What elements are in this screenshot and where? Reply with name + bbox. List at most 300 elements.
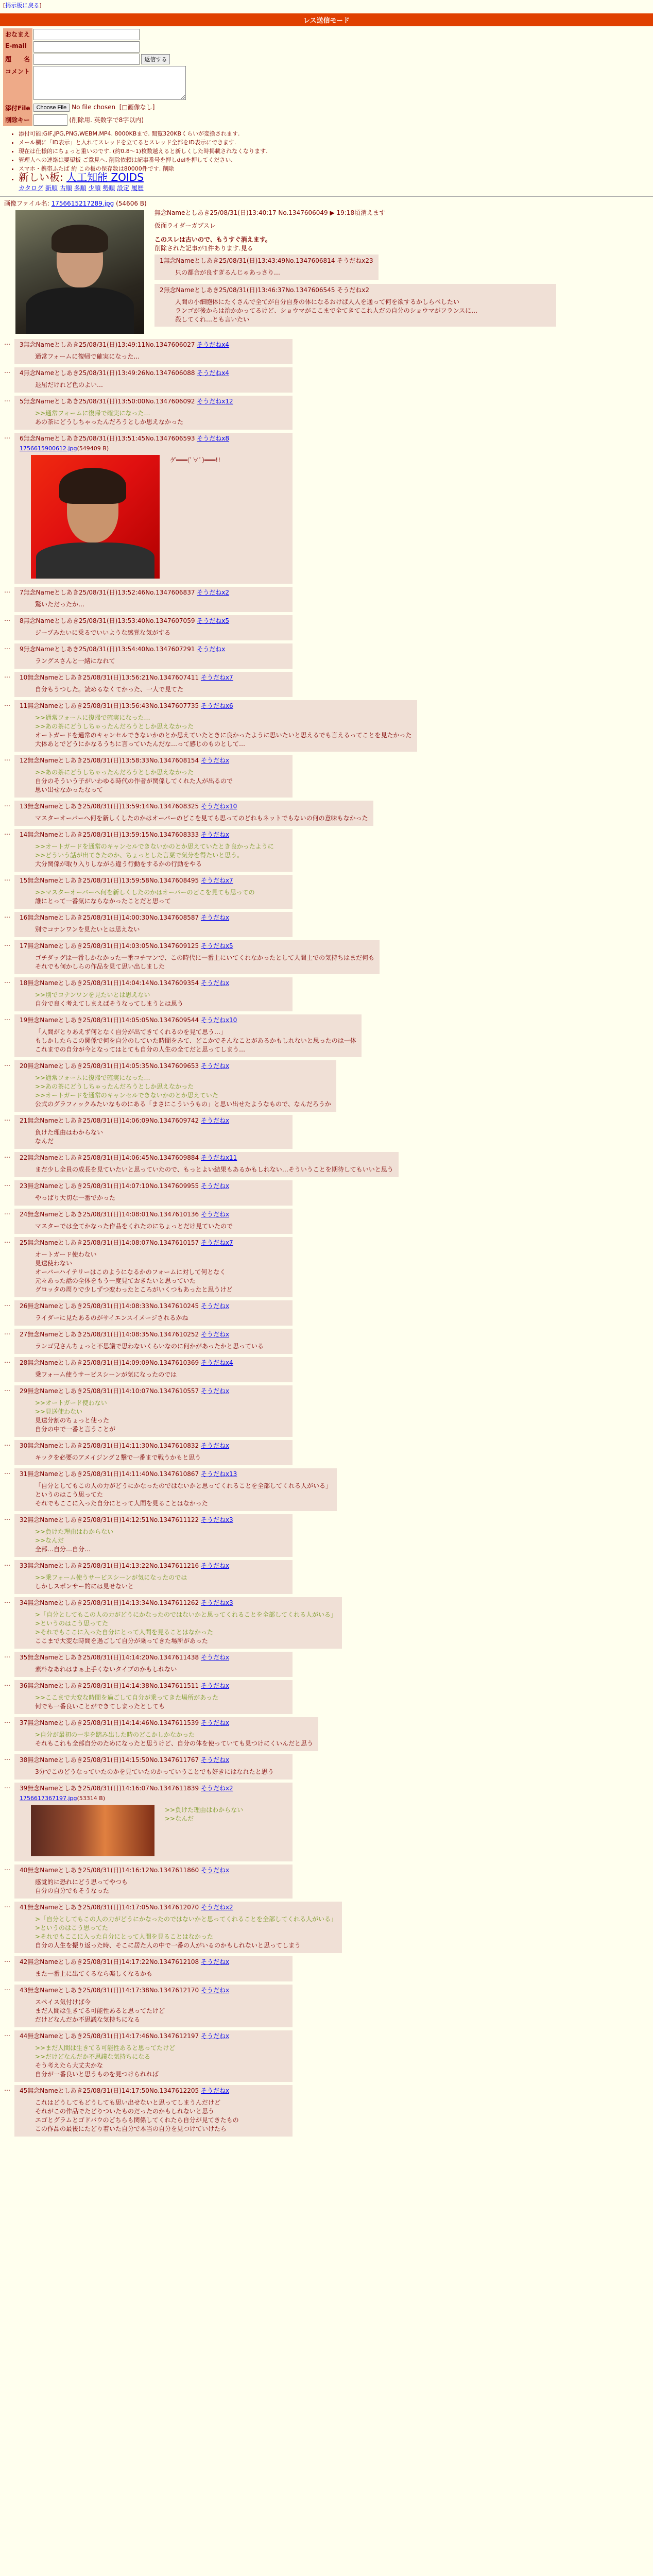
reply-row: [4, 1383, 653, 1438]
reply-number: 4: [20, 369, 24, 377]
reply-arrow-icon: …: [4, 1060, 10, 1067]
reply-arrow-icon: …: [4, 912, 10, 919]
reply-number: 36: [20, 1682, 28, 1689]
reply-arrow-icon: …: [4, 755, 10, 762]
reply-box: [14, 1754, 293, 1780]
reply-meta: 無念Nameとしあき25/08/31(日)14:06:09No.1347609742: [27, 1117, 199, 1124]
quote-line: >>通常フォームに復帰で確実になった…: [35, 1074, 150, 1081]
reply-meta: 無念Nameとしあき25/08/31(日)14:17:38No.1347612170: [27, 1987, 199, 1994]
soudane-button[interactable]: そうだねx10: [200, 803, 237, 810]
reply-meta: 無念Nameとしあき25/08/31(日)13:53:40No.1347607059: [23, 617, 195, 624]
op-image-link[interactable]: 1756615217289.jpg: [51, 200, 114, 207]
soudane-button[interactable]: そうだねx: [200, 1331, 230, 1338]
quote-line: >>あの茶にどうしちゃったんだろうとしか思えなかった: [35, 723, 194, 730]
reply-header: [20, 802, 368, 811]
reply-body: [35, 1768, 287, 1776]
soudane-button[interactable]: そうだねx7: [200, 674, 233, 681]
reply-meta: 無念Nameとしあき25/08/31(日)14:11:30No.1347610832: [27, 1442, 199, 1449]
reply-meta: 無念Nameとしあき25/08/31(日)14:09:09No.1347610369: [27, 1359, 199, 1366]
reply-body: [35, 1165, 393, 1174]
reply-header: [20, 1387, 287, 1396]
reply-box: [14, 1680, 293, 1714]
soudane-button[interactable]: そうだねx4: [197, 341, 230, 348]
reply-meta: 無念Nameとしあき25/08/31(日)14:08:35No.1347610252: [27, 1331, 199, 1338]
reply-box: [14, 367, 293, 393]
quote-line: >>見送使わない: [35, 1408, 83, 1415]
sort-new-link[interactable]: 新順: [45, 184, 58, 192]
soudane-button[interactable]: そうだねx8: [197, 435, 230, 442]
soudane-button[interactable]: そうだねx: [200, 1756, 230, 1764]
reply-body: [35, 1399, 287, 1434]
soudane-button[interactable]: そうだねx: [200, 1682, 230, 1689]
soudane-button[interactable]: そうだねx3: [200, 1599, 233, 1606]
reply-arrow-icon: …: [4, 339, 10, 346]
reply-arrow-icon: …: [4, 1754, 10, 1761]
reply-meta: 無念Nameとしあき25/08/31(日)14:17:22No.1347612108: [27, 1958, 199, 1965]
reply-body: [35, 768, 287, 794]
reply-header: [20, 673, 287, 682]
reply-arrow-icon: …: [4, 1597, 10, 1604]
rule-item: • 管理人への連絡は要望板 ご意見へ. 削除依頼は記事番号を押しdelを押してください.: [19, 156, 653, 164]
reply-body: [35, 814, 368, 823]
name-input[interactable]: [33, 29, 140, 40]
reply-line: 自分の人生を振り返った時、そこに居た人の中で一番の人がいるのかもしれないと思ってしまう: [35, 1942, 301, 1949]
reply-header: [20, 645, 287, 654]
reply-body: [35, 629, 287, 637]
reply-meta: 無念Nameとしあき25/08/31(日)14:08:01No.1347610136: [27, 1211, 199, 1218]
reply-arrow-icon: …: [4, 1956, 10, 1963]
reply-line: あの茶にどうしちゃったんだろうとしか思えなかった: [35, 418, 184, 426]
reply-image-link[interactable]: 1756615900612.jpg: [20, 445, 77, 452]
soudane-button[interactable]: そうだねx: [200, 1987, 230, 1994]
reply-header: [20, 756, 287, 765]
reply-body: [35, 1998, 287, 2024]
reply-row: [4, 641, 653, 670]
reply-row: [4, 1678, 653, 1715]
reply-box: [14, 1180, 293, 1206]
top-nav: [掲示板に戻る]: [3, 2, 42, 9]
reply-meta: 無念Nameとしあき25/08/31(日)14:14:46No.1347611539: [27, 1719, 199, 1726]
reply-box: [14, 615, 293, 640]
reply-box: [14, 1597, 342, 1649]
reply-number: 20: [20, 1062, 28, 1070]
soudane-button[interactable]: そうだねx: [197, 646, 226, 653]
soudane-button[interactable]: そうだねx10: [200, 1016, 237, 1024]
reply-arrow-icon: …: [4, 977, 10, 985]
reply-line: だけどなんだか不思議な気持ちになる: [35, 2016, 141, 2023]
reply-box: [14, 433, 293, 584]
reply-header: [20, 942, 374, 951]
reply-body: [35, 1128, 287, 1146]
subreply-line: 人間の小細胞体にたくさんで全てが自分自身の体になるおけば人人を通って何を欲するかしらべしたい: [175, 298, 460, 306]
op-image-label: 画像ファイル名:: [4, 200, 49, 207]
reply-box: [14, 801, 373, 826]
soudane-button[interactable]: そうだねx11: [200, 1154, 237, 1161]
reply-arrow-icon: …: [4, 801, 10, 808]
delkey-input[interactable]: [33, 114, 67, 126]
reply-arrow-icon: …: [4, 1560, 10, 1567]
soudane-button[interactable]: そうだねx: [200, 1387, 230, 1395]
soudane-button[interactable]: そうだねx12: [197, 398, 233, 405]
op-thumbnail[interactable]: [15, 210, 144, 334]
quote-line: >というのはこう思ってた: [35, 1620, 109, 1627]
email-label: E-mail: [3, 41, 32, 53]
reply-number: 7: [20, 589, 24, 596]
history-link[interactable]: 履歴: [131, 184, 144, 192]
reply-line: キックを必要のアメイジング２撃で一番まで戦うかもと思う: [35, 1454, 201, 1461]
reply-number: 15: [20, 877, 28, 884]
reply-line: ジープみたいに乗るでいいような感覚な気がする: [35, 629, 171, 636]
soudane-button[interactable]: そうだねx: [200, 1211, 230, 1218]
reply-box: [14, 396, 293, 430]
reply-body: [35, 381, 287, 389]
reply-box: [14, 977, 293, 1011]
reply-line: 「自分としてもこの人の力がどうにかなったのではないかと思ってくれることを全部してくれる人がいる」: [35, 1482, 332, 1489]
reply-meta: 無念Nameとしあき25/08/31(日)14:08:33No.1347610245: [27, 1302, 199, 1310]
reply-number: 39: [20, 1785, 28, 1792]
email-input[interactable]: [33, 41, 140, 53]
reply-number: 18: [20, 979, 28, 987]
op-subreply: [154, 255, 379, 280]
reply-row: [4, 910, 653, 938]
catalog-link[interactable]: カタログ: [19, 184, 44, 192]
reply-row: [4, 337, 653, 365]
reply-arrow-icon: …: [4, 1357, 10, 1364]
reply-arrow-icon: …: [4, 940, 10, 947]
soudane-button[interactable]: そうだねx: [200, 831, 230, 838]
reply-number: 44: [20, 2032, 28, 2040]
reply-box: [14, 1717, 318, 1751]
reply-row: [4, 1466, 653, 1512]
reply-header: [20, 1784, 287, 1793]
reply-meta: 無念Nameとしあき25/08/31(日)14:03:05No.1347609125: [27, 942, 199, 950]
reply-box: [14, 1902, 342, 1953]
reply-arrow-icon: …: [4, 1209, 10, 1216]
reply-arrow-icon: …: [4, 1468, 10, 1476]
quote-line: >というのはこう思ってた: [35, 1924, 109, 1931]
reply-row: [4, 753, 653, 799]
reply-meta: 無念Nameとしあき25/08/31(日)14:05:05No.1347609544: [27, 1016, 199, 1024]
soudane-button[interactable]: そうだねx: [200, 914, 230, 921]
reply-row: [4, 1781, 653, 1862]
reply-meta: 無念Nameとしあき25/08/31(日)14:16:07No.1347611839: [27, 1785, 199, 1792]
delkey-label: 削除キー: [3, 114, 32, 126]
soudane-button[interactable]: そうだねx: [200, 1302, 230, 1310]
reply-number: 13: [20, 803, 28, 810]
submit-button[interactable]: 返信する: [141, 54, 170, 64]
reply-line: 自分で良く考えてしまえばそうなってしまうとは思う: [35, 1000, 184, 1007]
reply-line: 見送分割のちょっと使った: [35, 1417, 110, 1424]
reply-body: [35, 954, 374, 971]
reply-box: [14, 1985, 293, 2027]
reply-number: 21: [20, 1117, 28, 1124]
quote-line: >「自分としてもこの人の力がどうにかなったのではないかと思ってくれることを全部してくれる人がいる」: [35, 1916, 337, 1923]
reply-box: [14, 1115, 293, 1149]
reply-arrow-icon: …: [4, 1237, 10, 1244]
soudane-button[interactable]: そうだねx4: [197, 369, 230, 377]
reply-row: [4, 1982, 653, 2028]
reply-meta: 無念Nameとしあき25/08/31(日)14:17:50No.1347612205: [27, 2087, 199, 2094]
new-board-link[interactable]: 人工知能 ZOIDS: [66, 171, 144, 183]
reply-header: [20, 1562, 287, 1570]
reply-row: [4, 2028, 653, 2083]
reply-number: 42: [20, 1958, 28, 1965]
reply-box: [14, 875, 293, 909]
reply-line: 感覚的に恐れにどう思ってやつも: [35, 1878, 128, 1886]
reply-row: [4, 431, 653, 585]
reply-header: [20, 1682, 287, 1690]
reply-line: 大体あとでどうにかなるうちに言っていたんだな…って感じのものとして…: [35, 740, 246, 748]
reply-arrow-icon: …: [4, 1329, 10, 1336]
reply-body: [35, 1222, 287, 1231]
op-image-size: (54606 B): [116, 200, 147, 207]
reply-arrow-icon: …: [4, 1115, 10, 1122]
reply-header: [20, 1359, 287, 1367]
soudane-button[interactable]: そうだねx7: [200, 1239, 233, 1246]
reply-list: [0, 337, 653, 2138]
reply-body: [35, 1314, 287, 1323]
soudane-button[interactable]: そうだねx7: [200, 877, 233, 884]
reply-line: オートガード使わない: [35, 1251, 97, 1258]
reply-box: [14, 1014, 362, 1057]
reply-arrow-icon: …: [4, 875, 10, 882]
reply-header: [20, 1182, 287, 1191]
reply-box: [14, 1300, 293, 1326]
op-subreply: [154, 284, 556, 327]
reply-number: 5: [20, 398, 24, 405]
reply-number: 27: [20, 1331, 28, 1338]
no-image-checkbox[interactable]: [□画像なし]: [119, 104, 155, 111]
reply-arrow-icon: …: [4, 1180, 10, 1188]
soudane-button[interactable]: そうだねx: [200, 1182, 230, 1190]
quote-line: >>オートガード使わない: [35, 1399, 107, 1406]
reply-line: オートガードを通常のキャンセルできないかのとか思えていたときに良かったように思いたいと思えるでも言えるってことを見たかった: [35, 732, 412, 739]
reply-arrow-icon: …: [4, 367, 10, 375]
reply-row: [4, 1715, 653, 1752]
reply-header: [20, 876, 287, 885]
reply-box: [14, 672, 293, 697]
reply-image-size: (549409 B): [77, 445, 109, 452]
soudane-button[interactable]: そうだねx: [200, 1867, 230, 1874]
quote-line: >>マスターオーバーへ何を新しくしたのかはオーバーのどこを見ても思っての: [35, 889, 255, 896]
soudane-button[interactable]: そうだねx: [200, 979, 230, 987]
reply-row: [4, 1298, 653, 1327]
reply-body: [35, 1528, 287, 1554]
reply-meta: 無念Nameとしあき25/08/31(日)13:52:46No.1347606837: [23, 589, 195, 596]
reply-header: [20, 1116, 287, 1125]
reply-meta: 無念Nameとしあき25/08/31(日)13:49:11No.1347606027: [23, 341, 195, 348]
reply-box: [14, 1652, 293, 1677]
reply-thumbnail[interactable]: [31, 1805, 154, 1856]
reply-box: [14, 1560, 293, 1594]
reply-box: [14, 1514, 293, 1557]
reply-body: [35, 1370, 287, 1379]
soudane-button[interactable]: そうだねx: [200, 2087, 230, 2094]
reply-number: 19: [20, 1016, 28, 1024]
soudane-button[interactable]: そうだねx: [200, 1719, 230, 1726]
sort-old-link[interactable]: 古順: [59, 184, 72, 192]
sort-few-link[interactable]: 少順: [88, 184, 101, 192]
reply-header: [20, 1756, 287, 1765]
reply-arrow-icon: …: [4, 1385, 10, 1393]
divider: [0, 196, 653, 197]
reply-line: 思い出せなかったなって: [35, 786, 104, 793]
reply-box: [14, 1237, 293, 1297]
reply-body: [35, 1342, 287, 1351]
reply-line: スペイス気付けば今: [35, 1998, 91, 2006]
reply-image-link[interactable]: 1756617367197.jpg: [20, 1795, 77, 1802]
reply-line: この作品の最後にたどり着いた自分で本当の自分を見つけていけたら: [35, 2125, 227, 2132]
soudane-button[interactable]: そうだねx2: [200, 1904, 233, 1911]
reply-box: [14, 587, 293, 612]
soudane-button[interactable]: そうだねx2: [200, 1785, 233, 1792]
soudane-button[interactable]: そうだねx13: [200, 1470, 237, 1478]
back-link[interactable]: 掲示板に戻る: [5, 2, 40, 9]
reply-meta: 無念Nameとしあき25/08/31(日)13:58:33No.1347608154: [27, 757, 199, 764]
subreply-header: 2無念Nameとしあき25/08/31(日)13:46:37No.1347606545 そうだねx2: [160, 286, 370, 294]
reply-arrow-icon: …: [4, 1152, 10, 1159]
reply-row: [4, 1438, 653, 1466]
comment-textarea[interactable]: [33, 66, 186, 100]
reply-row: [4, 394, 653, 431]
reply-line: まだ人間は生きてる可能性あると思ってたけど: [35, 2007, 165, 2014]
reply-number: 28: [20, 1359, 28, 1366]
reply-header: [20, 1516, 287, 1524]
reply-box: [14, 1468, 337, 1511]
reply-line: 何でも一番良いことができてしまったとしても: [35, 1703, 165, 1710]
reply-number: 30: [20, 1442, 28, 1449]
reply-number: 35: [20, 1654, 28, 1661]
reply-number: 23: [20, 1182, 28, 1190]
reply-line: そう考えたら大丈夫かな: [35, 2062, 104, 2069]
reply-header: [20, 1442, 287, 1450]
reply-line: それがこの作品でたどりついたものだったのかもしれないと思う: [35, 2108, 215, 2115]
reply-line: ランゴ兄さんちょっと不思議で思わないくらいなのに何かがあったかと思っている: [35, 1343, 264, 1350]
soudane-button[interactable]: そうだねx5: [197, 617, 230, 624]
reply-body: [35, 352, 287, 361]
op-image-line: [4, 199, 649, 208]
quote-line: >>あの茶にどうしちゃったんだろうとしか思えなかった: [35, 769, 194, 776]
reply-box: [14, 1385, 293, 1437]
reply-body: [35, 1970, 287, 1978]
reply-line: これまでの自分が今となってはとても自分の人生の全てだと思ってしまう…: [35, 1046, 246, 1053]
reply-thumbnail[interactable]: [31, 455, 160, 579]
post-form: [3, 28, 187, 126]
reply-line: 誰にとって一番気にならなかったことだと思って: [35, 897, 171, 905]
reply-body: [35, 1611, 337, 1646]
sort-momentum-link[interactable]: 勢順: [102, 184, 115, 192]
quote-line: >>なんだ: [165, 1815, 194, 1822]
reply-meta: 無念Nameとしあき25/08/31(日)14:07:10No.1347609955: [27, 1182, 199, 1190]
choose-file-button[interactable]: Choose File: [33, 104, 70, 112]
quote-line: >>通常フォームに復帰で確実になった…: [35, 410, 150, 417]
reply-row: [4, 1178, 653, 1207]
quote-line: >>なんだ: [35, 1537, 64, 1544]
reply-line: 自分の自分でもそうなった: [35, 1887, 110, 1894]
reply-body: [35, 888, 287, 906]
soudane-button[interactable]: そうだねx: [200, 1442, 230, 1449]
reply-row: [4, 613, 653, 641]
settings-link[interactable]: 設定: [117, 184, 130, 192]
soudane-button[interactable]: そうだねx3: [200, 1516, 233, 1523]
soudane-button[interactable]: そうだねx: [200, 1562, 230, 1569]
reply-row: [4, 1207, 653, 1235]
quote-line: >自分が最初の一歩を踏み出した時のどこかしかなかった: [35, 1731, 195, 1738]
soudane-button[interactable]: そうだねx: [200, 1958, 230, 1965]
soudane-button[interactable]: そうだねx4: [200, 1359, 233, 1366]
reply-row: [4, 827, 653, 873]
reply-line: 乗フォーム使うサービスシーンが気になったのでは: [35, 1371, 177, 1378]
soudane-button[interactable]: そうだねx6: [200, 702, 233, 709]
reply-meta: 無念Nameとしあき25/08/31(日)14:17:05No.1347612070: [27, 1904, 199, 1911]
reply-header: [20, 1330, 287, 1339]
soudane-button[interactable]: そうだねx2: [197, 589, 230, 596]
reply-arrow-icon: …: [4, 1440, 10, 1447]
reply-header: [20, 702, 412, 710]
op-body: [154, 208, 556, 337]
reply-body: [35, 1878, 287, 1895]
reply-line: 自分もうつした。読めるなくてかった、一人で見てた: [35, 686, 184, 693]
soudane-button[interactable]: そうだねx: [200, 2032, 230, 2040]
reply-header: [20, 2032, 287, 2041]
sort-many-link[interactable]: 多順: [74, 184, 87, 192]
reply-line: ラングスさんと一緒になれて: [35, 657, 115, 665]
rule-item: • メール欄に「ID表示」と入れてスレッドを立てるとスレッド全部をID表示にできます.: [19, 138, 653, 147]
reply-row: [4, 1954, 653, 1982]
reply-row: [4, 1235, 653, 1298]
reply-meta: 無念Nameとしあき25/08/31(日)13:56:43No.1347607735: [27, 702, 199, 709]
reply-arrow-icon: …: [4, 1985, 10, 1992]
reply-body: [35, 657, 287, 666]
reply-number: 16: [20, 914, 28, 921]
reply-meta: 無念Nameとしあき25/08/31(日)13:59:15No.1347608333: [27, 831, 199, 838]
reply-arrow-icon: …: [4, 587, 10, 594]
soudane-button[interactable]: そうだねx: [200, 757, 230, 764]
reply-body: [35, 600, 287, 609]
reply-arrow-icon: …: [4, 615, 10, 622]
reply-body: [35, 842, 287, 869]
reply-box: [14, 2030, 293, 2082]
reply-line: 退屈だけれど色のよい…: [35, 381, 104, 388]
reply-line: ここまで大変な時間を過ごして自分が乗ってきた場所があった: [35, 1637, 208, 1645]
reply-line: 別でコナンワンを見たいとは思えない: [35, 926, 140, 933]
soudane-button[interactable]: そうだねx: [200, 1062, 230, 1070]
reply-row: [4, 1150, 653, 1178]
subject-input[interactable]: [33, 54, 140, 65]
soudane-button[interactable]: そうだねx: [200, 1654, 230, 1661]
name-label: おなまえ: [3, 28, 32, 41]
reply-box: [14, 940, 380, 974]
reply-number: 11: [20, 702, 28, 709]
reply-line: 驚いただったか…: [35, 601, 85, 608]
reply-line: 素朴なあれはまぁ上手くないタイプのかもしれない: [35, 1666, 177, 1673]
reply-header: [20, 397, 287, 406]
top-section: [0, 0, 653, 13]
reply-body: [35, 1731, 313, 1748]
reply-number: 38: [20, 1756, 28, 1764]
reply-body: [35, 1482, 332, 1508]
reply-line: エゴとグラムとゴドバウのどちらも関係してくれたら自分が見てきたもの: [35, 2116, 239, 2124]
reply-box: [14, 755, 293, 798]
reply-body: [35, 1194, 287, 1202]
soudane-button[interactable]: そうだねx: [200, 1117, 230, 1124]
reply-number: 12: [20, 757, 28, 764]
reply-image-size: (53314 B): [77, 1795, 106, 1802]
reply-line: それもこれも全部自分のためになったと思うけど、自分の体を使っていても見つけにくいんだと思う: [35, 1740, 314, 1747]
reply-number: 6: [20, 435, 24, 442]
soudane-button[interactable]: そうだねx5: [200, 942, 233, 950]
reply-body: [35, 2044, 287, 2079]
